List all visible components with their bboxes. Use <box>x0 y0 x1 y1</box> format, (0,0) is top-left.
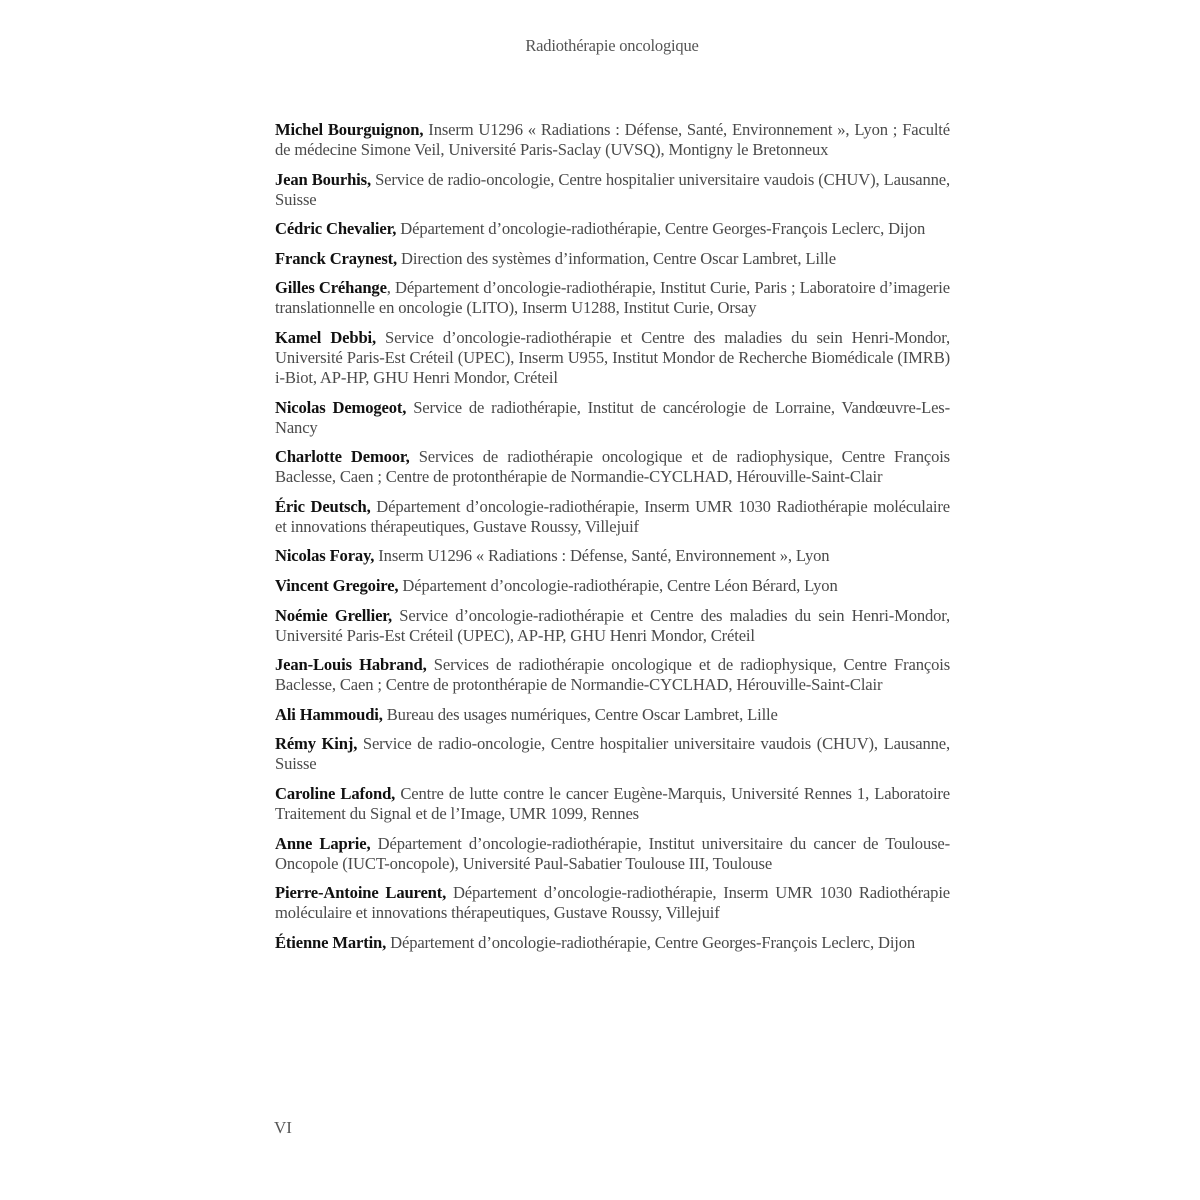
contributor-affiliation: Service de radiothérapie, Institut de cancérologie de Lorraine, Vandœuvre-Les-Nancy <box>275 397 950 437</box>
contributor-entry <box>275 546 950 566</box>
contributor-name: Étienne Martin, <box>275 932 387 952</box>
contributor-name: Rémy Kinj, <box>275 734 358 754</box>
contributor-name: Franck Craynest, <box>275 248 398 268</box>
contributor-entry <box>275 328 950 388</box>
contributor-affiliation: Département d’oncologie-radiothérapie, Centre Léon Bérard, Lyon <box>398 575 838 595</box>
contributor-entry <box>275 497 950 537</box>
contributor-name: Charlotte Demoor, <box>275 447 410 467</box>
contributor-affiliation: , Département d’oncologie-radiothérapie, Institut Curie, Paris ; Laboratoire d’imagerie translationnelle en oncologie (LITO), Inserm U1288, Institut Curie, Orsay <box>275 278 950 318</box>
contributor-entry <box>275 278 950 318</box>
contributor-entry <box>275 705 950 725</box>
contributor-affiliation: Service d’oncologie-radiothérapie et Centre des maladies du sein Henri-Mondor, Université Paris-Est Créteil (UPEC), AP-HP, GHU Henri Mondor, Créteil <box>275 605 950 645</box>
contributor-affiliation: Service d’oncologie-radiothérapie et Centre des maladies du sein Henri-Mondor, Université Paris-Est Créteil (UPEC), Inserm U955, Institut Mondor de Recherche Biomédicale (IMRB) i-Biot, AP-HP, GHU Henri Mondor, Créteil <box>275 327 950 387</box>
contributor-affiliation: Centre de lutte contre le cancer Eugène-Marquis, Université Rennes 1, Laboratoire Traitement du Signal et de l’Image, UMR 1099, Rennes <box>275 783 950 823</box>
contributor-affiliation: Direction des systèmes d’information, Centre Oscar Lambret, Lille <box>397 248 836 268</box>
page-number: VI <box>274 1118 292 1137</box>
contributor-name: Kamel Debbi, <box>275 327 376 347</box>
contributor-name: Cédric Chevalier, <box>275 219 397 239</box>
contributor-affiliation: Inserm U1296 « Radiations : Défense, Santé, Environnement », Lyon <box>374 546 830 566</box>
contributor-entry <box>275 219 950 239</box>
contributor-name: Anne Laprie, <box>275 833 371 853</box>
contributor-name: Nicolas Foray, <box>275 546 375 566</box>
contributor-list <box>275 120 950 962</box>
contributor-affiliation: Département d’oncologie-radiothérapie, Centre Georges-François Leclerc, Dijon <box>386 932 916 952</box>
contributor-entry <box>275 834 950 874</box>
contributor-affiliation: Département d’oncologie-radiothérapie, Inserm UMR 1030 Radiothérapie moléculaire et innovations thérapeutiques, Gustave Roussy, Villejuif <box>275 883 951 923</box>
running-head: Radiothérapie oncologique <box>525 36 699 55</box>
contributor-entry <box>275 576 950 596</box>
contributor-affiliation: Service de radio-oncologie, Centre hospitalier universitaire vaudois (CHUV), Lausanne, Suisse <box>275 734 950 774</box>
contributor-name: Pierre-Antoine Laurent, <box>275 883 447 903</box>
contributor-name: Nicolas Demogeot, <box>275 397 407 417</box>
contributor-affiliation: Service de radio-oncologie, Centre hospitalier universitaire vaudois (CHUV), Lausanne, Suisse <box>275 169 950 209</box>
contributor-name: Ali Hammoudi, <box>275 704 383 724</box>
contributor-affiliation: Département d’oncologie-radiothérapie, Inserm UMR 1030 Radiothérapie moléculaire et innovations thérapeutiques, Gustave Roussy, Villejuif <box>275 496 950 536</box>
contributor-entry <box>275 655 950 695</box>
contributor-name: Gilles Créhange <box>275 278 387 298</box>
contributor-entry <box>275 784 950 824</box>
contributor-entry <box>275 734 950 774</box>
contributor-affiliation: Département d’oncologie-radiothérapie, Centre Georges-François Leclerc, Dijon <box>396 219 926 239</box>
contributor-entry <box>275 120 950 160</box>
contributor-affiliation: Services de radiothérapie oncologique et de radiophysique, Centre François Baclesse, Caen ; Centre de protonthérapie de Normandie-CYCLHAD, Hérouville-Saint-Clair <box>275 447 950 487</box>
contributor-name: Jean-Louis Habrand, <box>275 655 427 675</box>
contributor-entry <box>275 883 950 923</box>
contributor-name: Vincent Gregoire, <box>275 575 399 595</box>
contributor-name: Michel Bourguignon, <box>275 120 424 139</box>
contributor-affiliation: Inserm U1296 « Radiations : Défense, Santé, Environnement », Lyon ; Faculté de médecine Simone Veil, Université Paris-Saclay (UVSQ), Montigny le Bretonneux <box>275 120 950 159</box>
contributor-entry <box>275 447 950 487</box>
contributor-entry <box>275 170 950 210</box>
contributor-entry <box>275 249 950 269</box>
contributor-name: Jean Bourhis, <box>275 169 371 189</box>
contributor-affiliation: Services de radiothérapie oncologique et de radiophysique, Centre François Baclesse, Caen ; Centre de protonthérapie de Normandie-CYCLHAD, Hérouville-Saint-Clair <box>275 655 951 695</box>
contributor-name: Éric Deutsch, <box>275 496 371 516</box>
contributor-affiliation: Département d’oncologie-radiothérapie, Institut universitaire du cancer de Toulouse-Oncopole (IUCT-oncopole), Université Paul-Sabatier Toulouse III, Toulouse <box>275 833 950 873</box>
contributor-entry <box>275 606 950 646</box>
contributor-entry <box>275 398 950 438</box>
contributor-entry <box>275 933 950 953</box>
contributor-name: Caroline Lafond, <box>275 783 396 803</box>
contributor-affiliation: Bureau des usages numériques, Centre Oscar Lambret, Lille <box>382 704 778 724</box>
contributor-name: Noémie Grellier, <box>275 605 392 625</box>
